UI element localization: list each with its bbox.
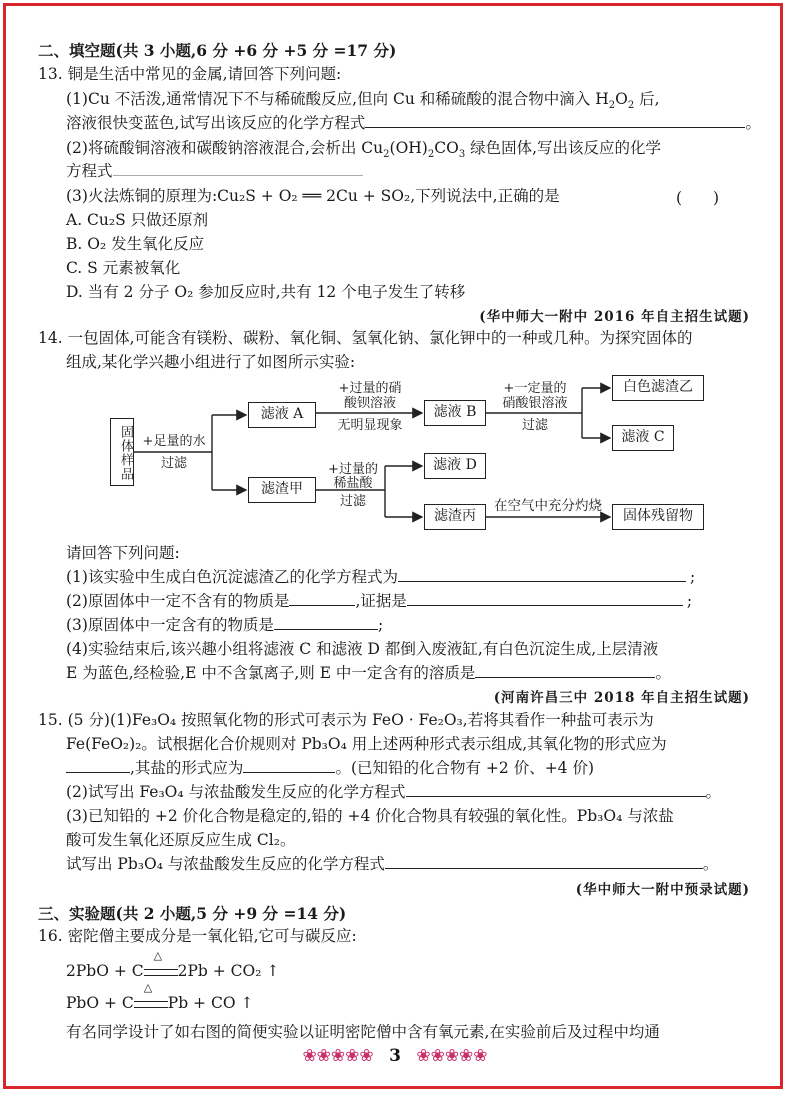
answer-blank[interactable]	[385, 854, 703, 869]
q14-answer-4-line2: E 为蓝色,经检验,E 中不含氯离子,则 E 中一定含有的溶质是 。	[66, 664, 671, 682]
page-footer	[0, 1046, 790, 1066]
source-note: (华中师大一附中预录试题)	[575, 882, 750, 898]
stepJia-label-top2: 稀盐酸	[333, 476, 373, 491]
question-15-line4: (2)试写出 Fe₃O₄ 与浓盐酸发生反应的化学方程式 。	[66, 783, 722, 801]
q14-answer-2: (2)原固体中一定不含有的物质是 ,证据是 ;	[66, 592, 693, 610]
question-15-line1: 15. (5 分)(1)Fe₃O₄ 按照氧化物的形式可表示为 FeO · Fe₂O₃,若将其看作一种盐可表示为	[38, 711, 654, 729]
equation-1: 2PbO + C △ 2Pb + CO₂ ↑	[66, 949, 280, 980]
filtrate-d-box: 滤液 D	[424, 453, 486, 479]
section-title: 三、实验题(共 2 小题,5 分 +9 分 =14 分)	[38, 904, 347, 923]
heat-symbol: △	[143, 981, 153, 994]
equation-2: PbO + C △ Pb + CO ↑	[66, 981, 254, 1012]
answer-blank[interactable]	[289, 591, 355, 606]
answer-blank[interactable]	[274, 615, 378, 630]
solid-sample-box: 固体样品	[110, 418, 134, 486]
white-residue-box: 白色滤渣乙	[612, 375, 704, 401]
section-title: 二、填空题(共 3 小题,6 分 +6 分 +5 分 =17 分)	[38, 41, 397, 60]
option-b: B. O₂ 发生氧化反应	[66, 235, 205, 253]
residue-bing-box: 滤渣丙	[424, 504, 486, 530]
page-number: 3	[389, 1046, 401, 1066]
question-15-line7: 试写出 Pb₃O₄ 与浓盐酸发生反应的化学方程式 。	[66, 855, 719, 873]
q13-part2-line2: 方程式	[66, 161, 363, 181]
q14-answer-1: (1)该实验中生成白色沉淀滤渣乙的化学方程式为 ;	[66, 568, 696, 586]
question-15-line2: Fe(FeO₂)₂。试根据化合价规则对 Pb₃O₄ 用上述两种形式表示组成,其氧化物的形式应为	[66, 735, 667, 753]
q13-part2-line1: (2)将硫酸铜溶液和碳酸钠溶液混合,会析出 $Cu_2(OH)_2CO_3$ 绿色固体,写出该反应的化学	[66, 139, 662, 161]
flower-decoration-right: ❀❀❀❀❀	[416, 1046, 488, 1066]
stepB-label-bottom: 过滤	[521, 418, 548, 433]
stepA-label-top1: +过量的硝	[338, 381, 402, 396]
question-15-line5: (3)已知铅的 +2 价化合物是稳定的,铅的 +4 价化合物具有较强的氧化性。Pb₃O₄ 与浓盐	[66, 807, 674, 825]
q14-answer-3: (3)原固体中一定含有的物质是 ;	[66, 616, 384, 634]
flower-decoration-left: ❀❀❀❀❀	[302, 1046, 374, 1066]
answer-blank[interactable]	[475, 663, 655, 678]
residue-jia-box: 滤渣甲	[248, 477, 316, 503]
solid-residue-box: 固体残留物	[612, 504, 704, 530]
q13-part3: (3)火法炼铜的原理为:Cu₂S + O₂ ══ 2Cu + SO₂,下列说法中,正确的是	[66, 187, 560, 205]
source-note: (华中师大一附中 2016 年自主招生试题)	[479, 309, 750, 325]
q14-answer-4-line1: (4)实验结束后,该兴趣小组将滤液 C 和滤液 D 都倒入废液缸,有白色沉淀生成,上层清液	[66, 640, 659, 658]
question-15-line3: ,其盐的形式应为 。(已知铅的化合物有 +2 价、+4 价)	[66, 758, 594, 778]
q13-part1-line1: (1)Cu 不活泼,通常情况下不与稀硫酸反应,但向 Cu 和稀硫酸的混合物中滴入 $H_2O_2$ 后,	[66, 90, 660, 112]
stepA-label-top2: 酸钡溶液	[343, 396, 396, 411]
heat-symbol: △	[153, 949, 163, 962]
answer-blank[interactable]	[407, 591, 683, 606]
filtrate-a-box: 滤液 A	[248, 402, 316, 428]
answer-blank[interactable]	[406, 782, 706, 797]
question-14-stem-2: 组成,某化学兴趣小组进行了如图所示实验:	[66, 353, 356, 371]
stepB-label-top2: 硝酸银溶液	[502, 396, 568, 411]
filtrate-c-box: 滤液 C	[612, 425, 674, 451]
question-14-stem: 14. 一包固体,可能含有镁粉、碳粉、氧化铜、氢氧化钠、氯化钾中的一种或几种。为探究固体的	[38, 329, 693, 347]
option-d: D. 当有 2 分子 O₂ 参加反应时,共有 12 个电子发生了转移	[66, 283, 466, 301]
stepJia-label-top1: +过量的	[328, 462, 378, 477]
answer-blank[interactable]	[66, 758, 130, 773]
source-note: (河南许昌三中 2018 年自主招生试题)	[493, 690, 750, 706]
q13-part1-line2: 溶液很快变蓝色,试写出该反应的化学方程式 。	[66, 114, 761, 132]
stepBing-label: 在空气中充分灼烧	[494, 498, 602, 514]
stepA-label-bottom: 无明显现象	[337, 418, 403, 433]
filtrate-b-box: 滤液 B	[424, 400, 486, 426]
question-15-line6: 酸可发生氧化还原反应生成 Cl₂。	[66, 831, 296, 849]
stepB-label-top1: +一定量的	[503, 381, 567, 396]
q14-ask: 请回答下列问题:	[66, 544, 180, 562]
option-a: A. Cu₂S 只做还原剂	[66, 211, 209, 229]
question-16-last: 有名同学设计了如右图的简便实验以证明密陀僧中含有氧元素,在实验前后及过程中均通	[66, 1023, 660, 1041]
answer-blank[interactable]	[398, 567, 686, 582]
option-c: C. S 元素被氧化	[66, 259, 181, 277]
stepJia-label-bottom: 过滤	[339, 494, 366, 509]
answer-blank[interactable]	[243, 758, 335, 773]
choice-paren[interactable]: ( )	[676, 189, 720, 207]
step1-label-bottom: 过滤	[160, 456, 187, 471]
question-16-stem: 16. 密陀僧主要成分是一氧化铅,它可与碳反应:	[38, 927, 357, 945]
question-13-stem: 13. 铜是生活中常见的金属,请回答下列问题:	[38, 65, 342, 83]
step1-label-top: +足量的水	[142, 434, 206, 449]
